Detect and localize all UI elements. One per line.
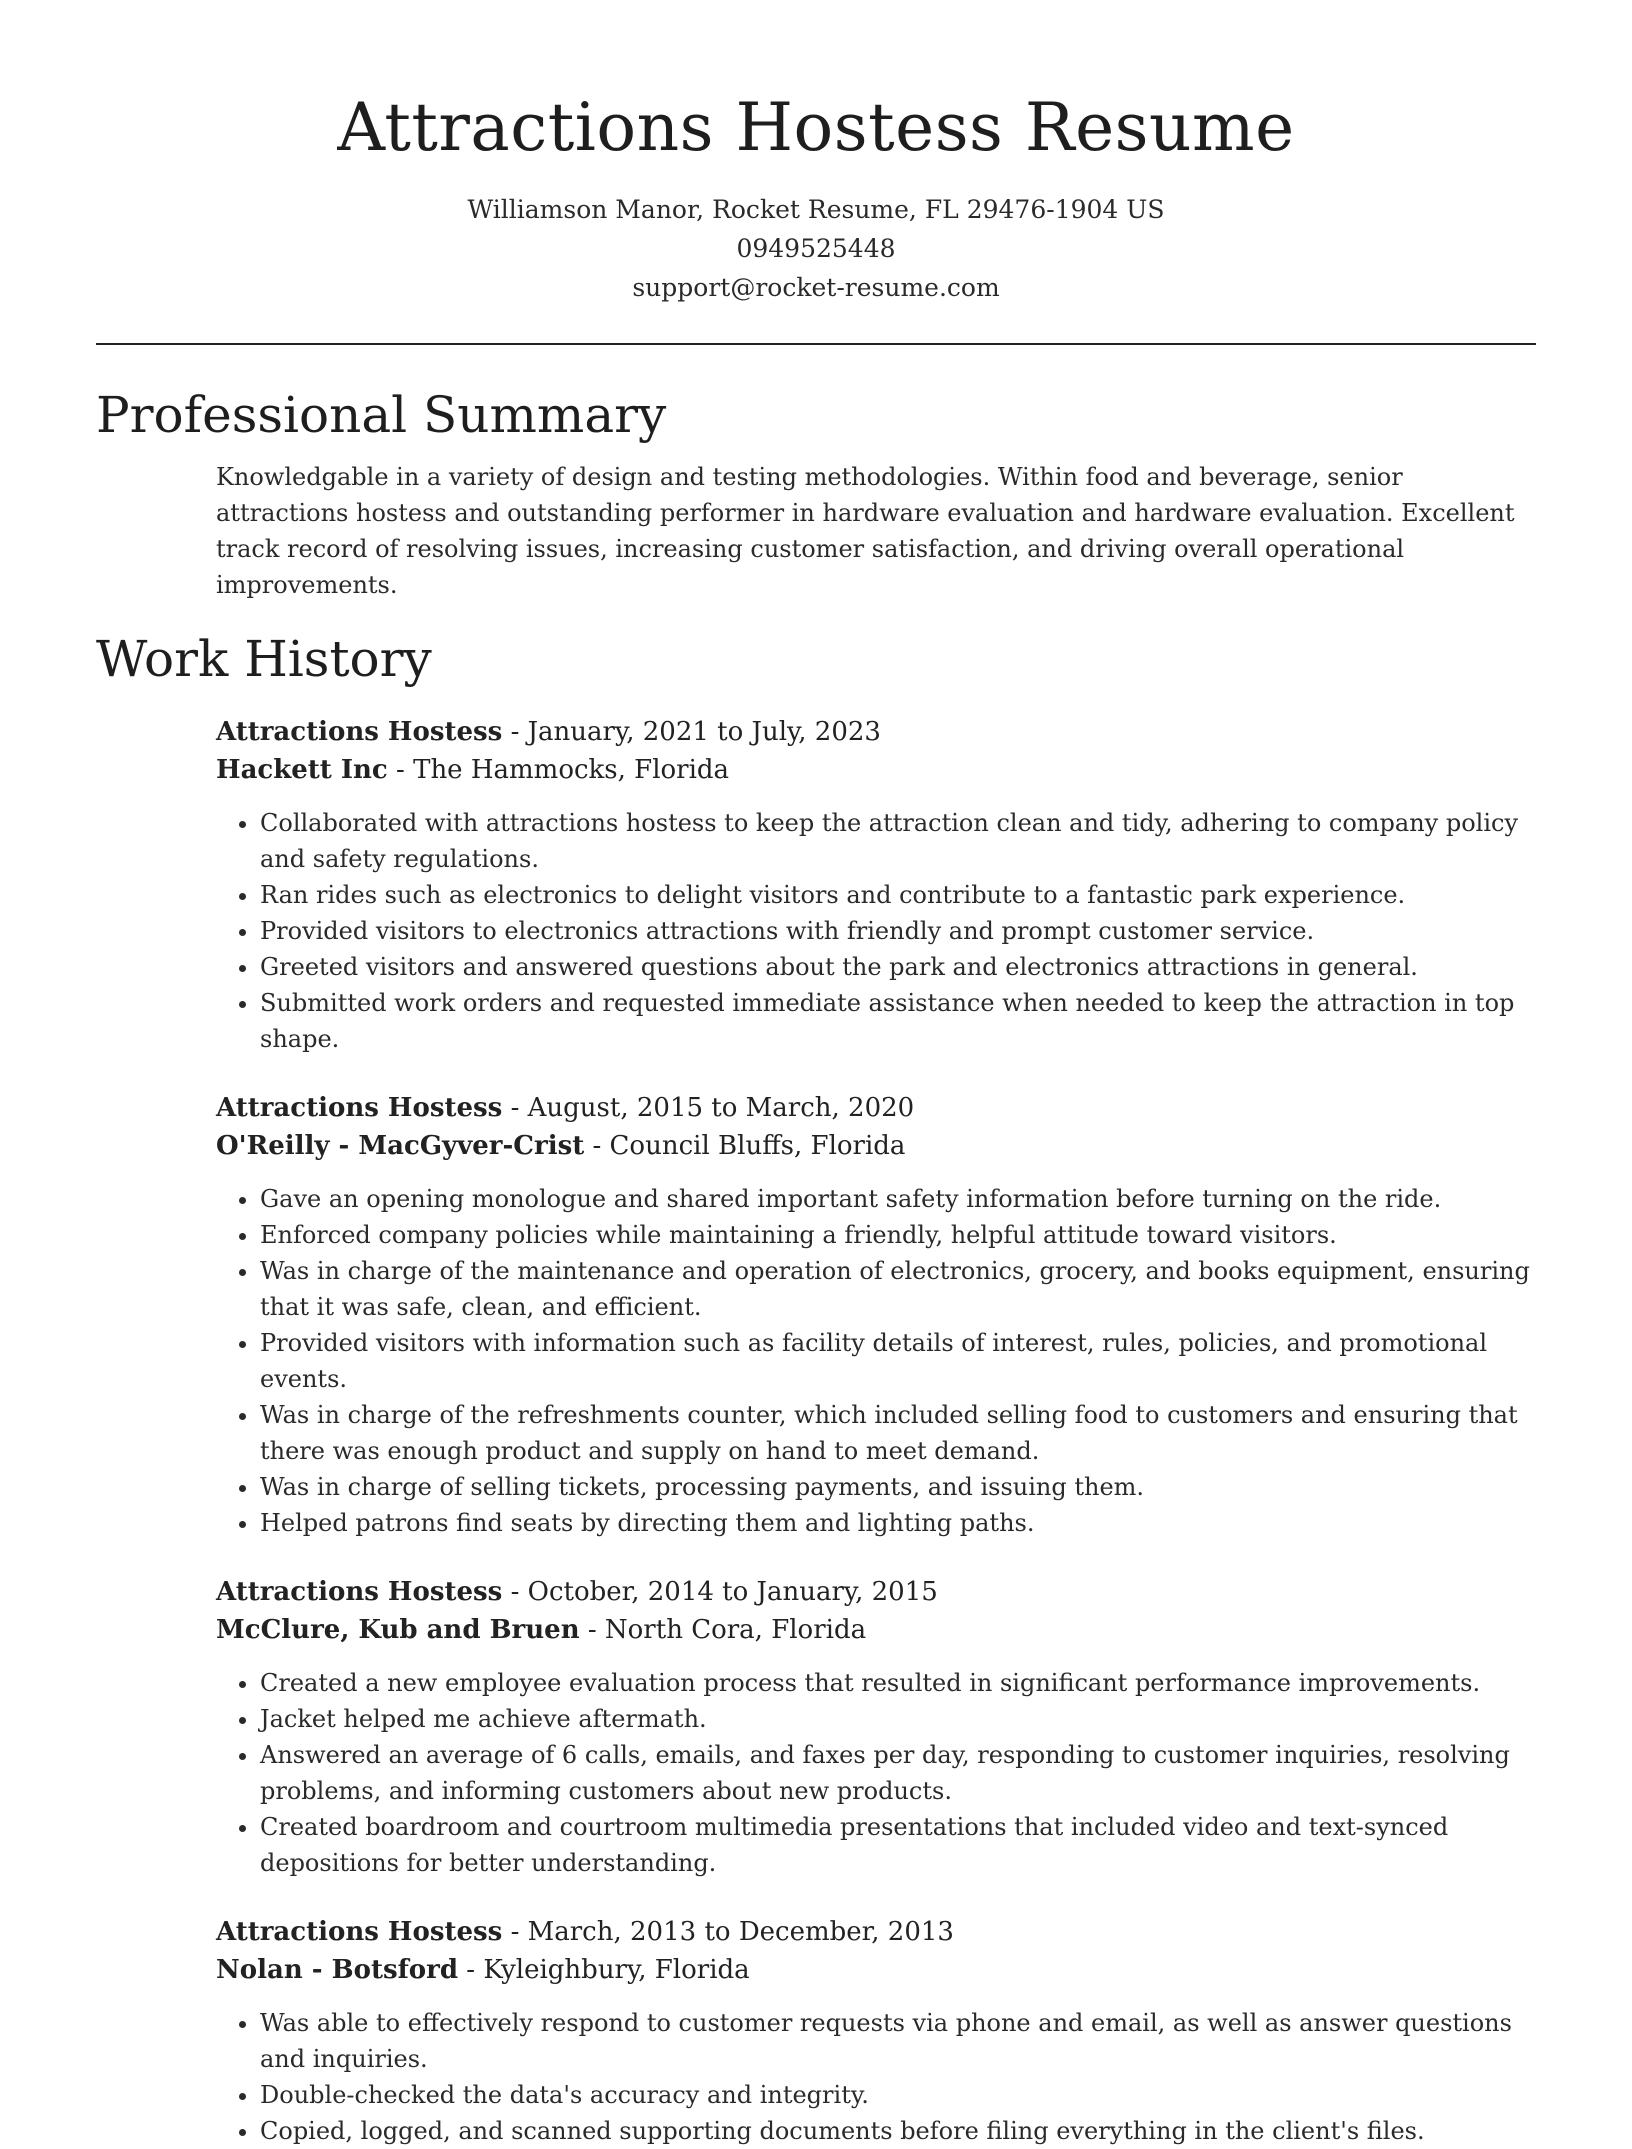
job-dates: - October, 2014 to January, 2015 xyxy=(502,1577,938,1607)
job-entry xyxy=(216,713,1536,1057)
job-location: - Kyleighbury, Florida xyxy=(458,1955,750,1985)
summary-text: Knowledgable in a variety of design and testing methodologies. Within food and beverage, senior attractions hostess and outstanding performer in hardware evaluation and hardware evaluation. Excellent track record of resolving issues, increasing customer satisfaction, and driving overall operational improvements. xyxy=(216,463,1515,599)
job-entry xyxy=(216,1573,1536,1881)
resume-header xyxy=(0,0,1632,307)
job-entry xyxy=(216,1913,1536,2149)
job-bullet: • Collaborated with attractions hostess to keep the attraction clean and tidy, adhering to company policy and safety regulations. xyxy=(260,805,1536,877)
job-bullet-list xyxy=(216,1181,1536,1541)
job-bullet: • Enforced company policies while maintaining a friendly, helpful attitude toward visitors. xyxy=(260,1217,1536,1253)
job-location: - North Cora, Florida xyxy=(579,1615,867,1645)
job-bullet: • Submitted work orders and requested immediate assistance when needed to keep the attraction in top shape. xyxy=(260,985,1536,1057)
job-location: - The Hammocks, Florida xyxy=(387,755,730,785)
job-entry xyxy=(216,1089,1536,1541)
job-title: Attractions Hostess xyxy=(216,1093,503,1123)
job-title: Attractions Hostess xyxy=(216,1917,503,1947)
job-bullet: • Gave an opening monologue and shared important safety information before turning on the ride. xyxy=(260,1181,1536,1217)
job-title: Attractions Hostess xyxy=(216,1577,503,1607)
resume-title: Attractions Hostess Resume xyxy=(337,89,1295,166)
job-dates: - August, 2015 to March, 2020 xyxy=(502,1093,915,1123)
job-title-line xyxy=(216,1913,1536,1951)
job-bullet: • Ran rides such as electronics to delight visitors and contribute to a fantastic park experience. xyxy=(260,877,1536,913)
contact-info xyxy=(0,190,1632,307)
job-bullet-list xyxy=(216,2005,1536,2149)
job-company-line xyxy=(216,751,1536,789)
work-history-heading: Work History xyxy=(96,630,432,688)
summary-heading: Professional Summary xyxy=(96,386,667,444)
job-bullet: • Helped patrons find seats by directing them and lighting paths. xyxy=(260,1505,1536,1541)
job-company-line xyxy=(216,1951,1536,1989)
job-bullet: • Greeted visitors and answered questions about the park and electronics attractions in general. xyxy=(260,949,1536,985)
address-text: Williamson Manor, Rocket Resume, FL 29476-1904 US xyxy=(467,195,1165,224)
job-bullet: • Jacket helped me achieve aftermath. xyxy=(260,1701,1536,1737)
job-title-line xyxy=(216,713,1536,751)
job-bullet: • Was in charge of the maintenance and operation of electronics, grocery, and books equipment, ensuring that it was safe, clean, and efficient. xyxy=(260,1253,1536,1325)
job-company-line xyxy=(216,1611,1536,1649)
job-bullet-list xyxy=(216,805,1536,1057)
job-bullet: • Answered an average of 6 calls, emails, and faxes per day, responding to customer inquiries, resolving problems, and informing customers about new products. xyxy=(260,1737,1536,1809)
job-bullet: • Created a new employee evaluation process that resulted in significant performance improvements. xyxy=(260,1665,1536,1701)
job-bullet: • Copied, logged, and scanned supporting documents before filing everything in the client's files. xyxy=(260,2113,1536,2149)
job-bullet: • Provided visitors with information such as facility details of interest, rules, policies, and promotional events. xyxy=(260,1325,1536,1397)
job-location: - Council Bluffs, Florida xyxy=(584,1131,906,1161)
job-title-line xyxy=(216,1573,1536,1611)
job-company: Hackett Inc xyxy=(216,755,388,785)
header-divider xyxy=(96,343,1536,345)
job-title: Attractions Hostess xyxy=(216,717,503,747)
email-text: support@rocket-resume.com xyxy=(632,273,1000,302)
job-bullet: • Created boardroom and courtroom multimedia presentations that included video and text-synced depositions for better understanding. xyxy=(260,1809,1536,1881)
job-bullet: • Provided visitors to electronics attractions with friendly and prompt customer service. xyxy=(260,913,1536,949)
job-company: Nolan - Botsford xyxy=(216,1955,458,1985)
job-dates: - March, 2013 to December, 2013 xyxy=(502,1917,954,1947)
job-bullet: • Was in charge of the refreshments counter, which included selling food to customers and ensuring that there was enough product and supply on hand to meet demand. xyxy=(260,1397,1536,1469)
job-bullet: • Was able to effectively respond to customer requests via phone and email, as well as answer questions and inquiries. xyxy=(260,2005,1536,2077)
job-bullet-list xyxy=(216,1665,1536,1881)
phone-text: 0949525448 xyxy=(736,234,896,263)
job-company-line xyxy=(216,1127,1536,1165)
job-title-line xyxy=(216,1089,1536,1127)
job-bullet: • Was in charge of selling tickets, processing payments, and issuing them. xyxy=(260,1469,1536,1505)
job-bullet: • Double-checked the data's accuracy and integrity. xyxy=(260,2077,1536,2113)
job-dates: - January, 2021 to July, 2023 xyxy=(502,717,881,747)
job-company: O'Reilly - MacGyver-Crist xyxy=(216,1131,585,1161)
job-company: McClure, Kub and Bruen xyxy=(216,1615,580,1645)
